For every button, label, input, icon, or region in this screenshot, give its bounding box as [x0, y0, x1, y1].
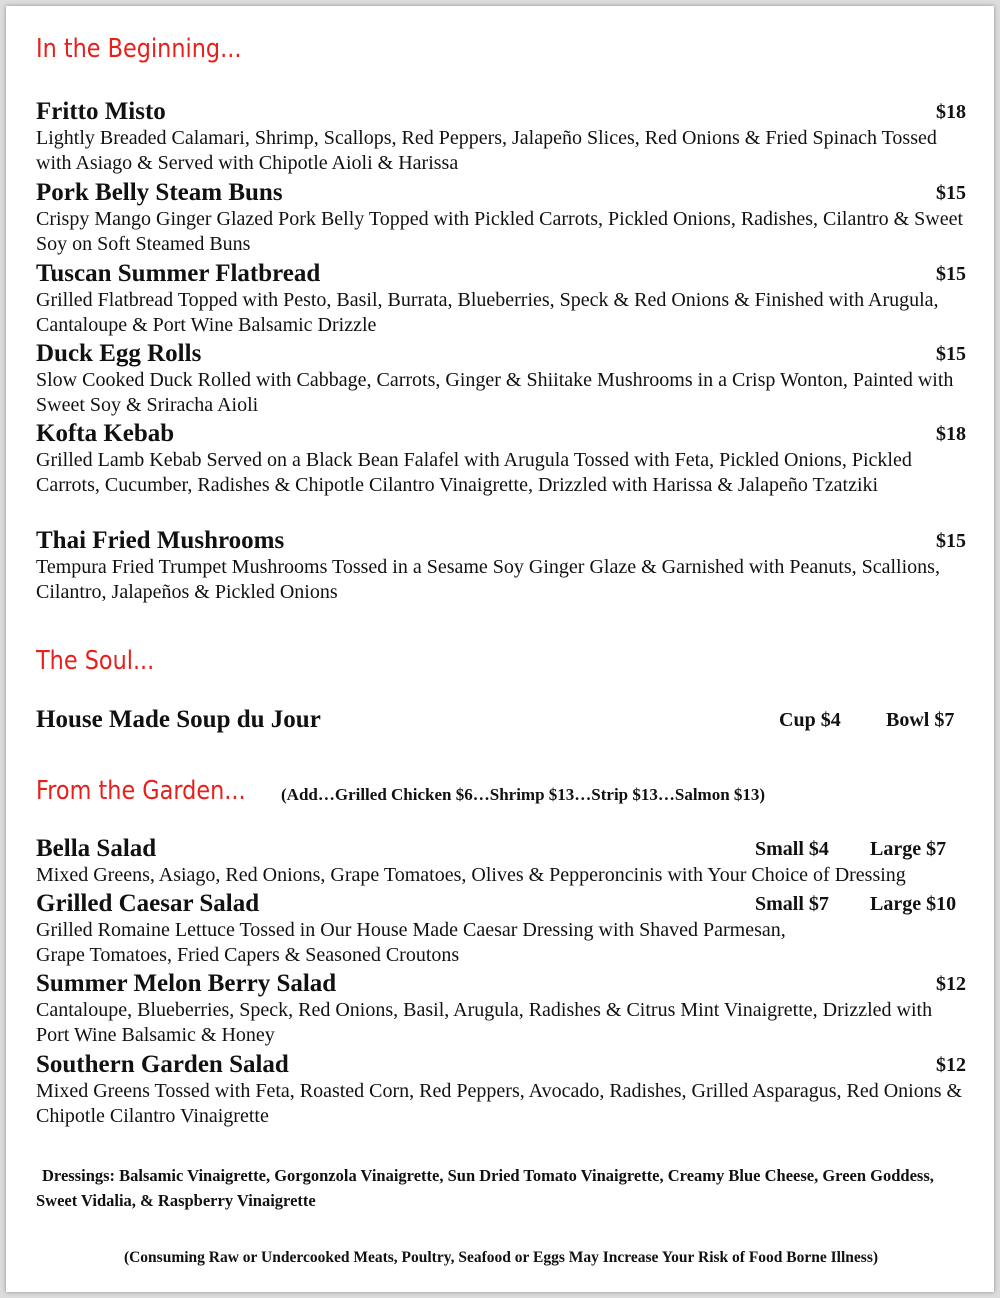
menu-page — [6, 6, 994, 1292]
menu-item-kofta-kebab — [36, 420, 966, 498]
item-price: $15 — [936, 530, 966, 552]
dressings-note: Dressings: Balsamic Vinaigrette, Gorgonzola Vinaigrette, Sun Dried Tomato Vinaigrette, Creamy Blue Cheese, Green Goddess, Sweet Vidalia, & Raspberry Vinaigrette — [36, 1166, 934, 1210]
menu-item-duck-egg-rolls — [36, 340, 966, 418]
menu-item-southern-garden-salad — [36, 1051, 966, 1129]
item-description: Grilled Romaine Lettuce Tossed in Our House Made Caesar Dressing with Shaved Parmesan, Grape Tomatoes, Fried Capers & Seasoned Croutons — [36, 919, 786, 966]
item-price: $15 — [936, 263, 966, 285]
item-price-large: Large $10 — [870, 893, 957, 915]
item-name: Summer Melon Berry Salad — [36, 970, 337, 997]
menu-item-soup-du-jour — [36, 706, 966, 734]
item-name: Thai Fried Mushrooms — [36, 527, 285, 554]
section-title-garden: From the Garden... — [36, 776, 246, 806]
menu-item-grilled-caesar-salad — [36, 890, 966, 968]
item-description: Lightly Breaded Calamari, Shrimp, Scallops, Red Peppers, Jalapeño Slices, Red Onions & Fried Spinach Tossed with Asiago & Served with Chipotle Aioli & Harissa — [36, 127, 937, 174]
menu-item-thai-fried-mushrooms — [36, 527, 966, 605]
item-price-bowl: Bowl $7 — [886, 709, 955, 731]
item-price: $12 — [936, 1054, 966, 1076]
item-price: $18 — [936, 101, 966, 123]
item-name: Southern Garden Salad — [36, 1051, 289, 1078]
item-description: Slow Cooked Duck Rolled with Cabbage, Carrots, Ginger & Shiitake Mushrooms in a Crisp Wonton, Painted with Sweet Soy & Sriracha Aioli — [36, 369, 954, 416]
item-description: Grilled Lamb Kebab Served on a Black Bean Falafel with Arugula Tossed with Feta, Pickled Onions, Pickled Carrots, Cucumber, Radishes & Chipotle Cilantro Vinaigrette, Drizzled with Harissa & Jalapeño Tzatziki — [36, 449, 912, 496]
menu-item-fritto-misto — [36, 98, 966, 176]
item-name: House Made Soup du Jour — [36, 706, 321, 733]
item-price-cup: Cup $4 — [779, 709, 841, 731]
item-description: Mixed Greens, Asiago, Red Onions, Grape Tomatoes, Olives & Pepperoncinis with Your Choice of Dressing — [36, 864, 906, 886]
item-name: Fritto Misto — [36, 98, 166, 125]
item-price: $12 — [936, 973, 966, 995]
item-price-small: Small $4 — [755, 838, 829, 860]
menu-item-summer-melon-berry-salad — [36, 970, 966, 1048]
add-ons-note: (Add…Grilled Chicken $6…Shrimp $13…Strip $13…Salmon $13) — [281, 785, 766, 804]
item-name: Grilled Caesar Salad — [36, 890, 260, 917]
section-title-beginning: In the Beginning... — [36, 34, 242, 64]
item-description: Crispy Mango Ginger Glazed Pork Belly Topped with Pickled Carrots, Pickled Onions, Radishes, Cilantro & Sweet Soy on Soft Steamed Buns — [36, 208, 964, 255]
item-price: $15 — [936, 343, 966, 365]
item-description: Tempura Fried Trumpet Mushrooms Tossed in a Sesame Soy Ginger Glaze & Garnished with Peanuts, Scallions, Cilantro, Jalapeños & Pickled Onions — [36, 556, 940, 603]
item-name: Kofta Kebab — [36, 420, 175, 447]
item-name: Tuscan Summer Flatbread — [36, 260, 321, 287]
menu-item-bella-salad — [36, 835, 966, 888]
item-price: $18 — [936, 423, 966, 445]
item-description: Cantaloupe, Blueberries, Speck, Red Onions, Basil, Arugula, Radishes & Citrus Mint Vinaigrette, Drizzled with Port Wine Balsamic & Honey — [36, 999, 933, 1046]
section-title-soul: The Soul... — [36, 646, 155, 676]
item-name: Bella Salad — [36, 835, 157, 862]
item-name: Duck Egg Rolls — [36, 340, 202, 367]
item-price: $15 — [936, 182, 966, 204]
menu-item-pork-belly-steam-buns — [36, 179, 966, 257]
item-description: Grilled Flatbread Topped with Pesto, Basil, Burrata, Blueberries, Speck & Red Onions & Finished with Arugula, Cantaloupe & Port Wine Balsamic Drizzle — [36, 289, 939, 336]
item-name: Pork Belly Steam Buns — [36, 179, 283, 206]
food-safety-warning: (Consuming Raw or Undercooked Meats, Poultry, Seafood or Eggs May Increase Your Risk of Food Borne Illness) — [123, 1249, 879, 1266]
item-description: Mixed Greens Tossed with Feta, Roasted Corn, Red Peppers, Avocado, Radishes, Grilled Asparagus, Red Onions & Chipotle Cilantro Vinaigrette — [36, 1080, 963, 1127]
item-price-large: Large $7 — [870, 838, 947, 860]
menu-item-tuscan-summer-flatbread — [36, 260, 966, 338]
item-price-small: Small $7 — [755, 893, 829, 915]
